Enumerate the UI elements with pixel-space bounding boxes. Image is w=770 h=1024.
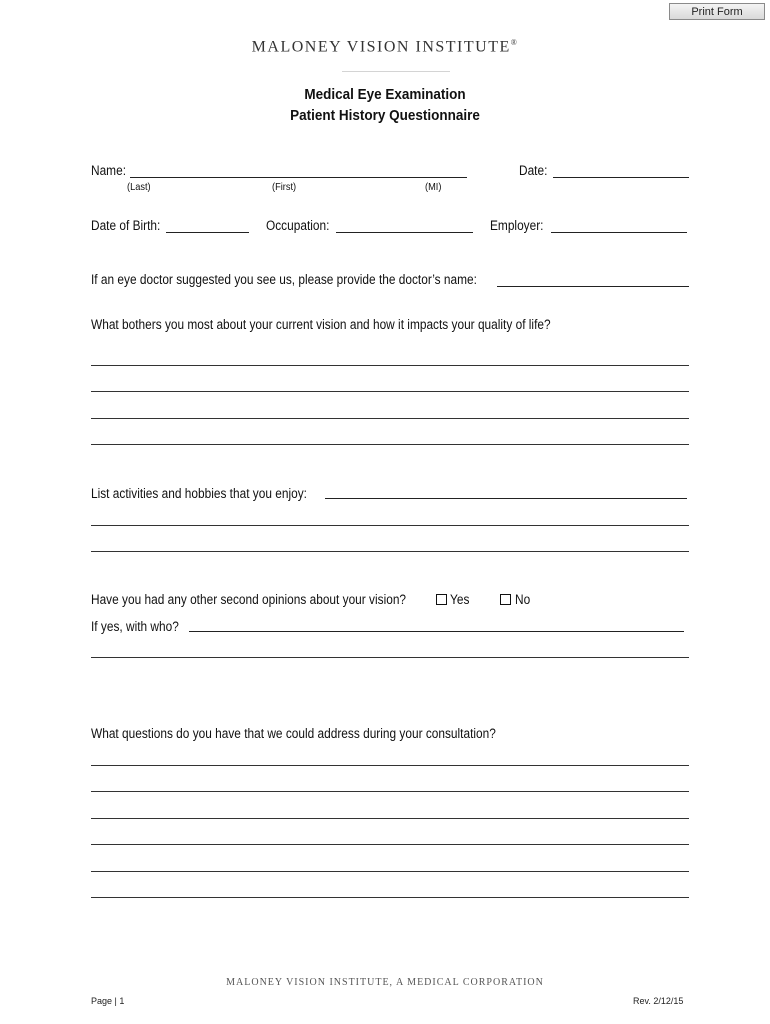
with-who-label: If yes, with who?	[91, 619, 179, 634]
doctor-name-field[interactable]	[497, 286, 689, 287]
footer-organization: MALONEY VISION INSTITUTE, A MEDICAL CORPORATION	[226, 977, 544, 988]
occupation-label: Occupation:	[266, 218, 330, 233]
vision-question: What bothers you most about your current vision and how it impacts your quality of life?	[91, 317, 551, 332]
doctor-label: If an eye doctor suggested you see us, please provide the doctor’s name:	[91, 272, 477, 287]
yes-label: Yes	[450, 592, 470, 607]
name-sub-first: (First)	[272, 181, 297, 193]
vision-answer-line-1[interactable]	[91, 365, 689, 366]
institute-logo	[0, 38, 770, 56]
no-checkbox[interactable]	[500, 594, 511, 605]
consult-answer-line-6[interactable]	[91, 897, 689, 898]
page-number: Page | 1	[91, 996, 125, 1006]
hobbies-answer-line-2[interactable]	[91, 551, 689, 552]
consult-answer-line-5[interactable]	[91, 871, 689, 872]
vision-answer-line-2[interactable]	[91, 391, 689, 392]
name-label: Name:	[91, 163, 126, 178]
hobbies-field[interactable]	[325, 498, 687, 499]
form-title-line1: Medical Eye Examination	[304, 86, 466, 103]
logo-divider	[342, 71, 450, 72]
revision-date: Rev. 2/12/15	[633, 996, 684, 1006]
registered-mark: ®	[510, 38, 519, 47]
with-who-field[interactable]	[189, 631, 684, 632]
name-field[interactable]	[130, 177, 467, 178]
consult-answer-line-1[interactable]	[91, 765, 689, 766]
second-opinion-question: Have you had any other second opinions about your vision?	[91, 592, 407, 607]
yes-checkbox[interactable]	[436, 594, 447, 605]
no-label: No	[515, 592, 531, 607]
vision-answer-line-3[interactable]	[91, 418, 689, 419]
employer-label: Employer:	[490, 218, 544, 233]
consult-answer-line-3[interactable]	[91, 818, 689, 819]
logo-text: MALONEY VISION INSTITUTE	[251, 38, 511, 56]
dob-field[interactable]	[166, 232, 249, 233]
consult-answer-line-2[interactable]	[91, 791, 689, 792]
occupation-field[interactable]	[336, 232, 473, 233]
hobbies-question: List activities and hobbies that you enjoy:	[91, 486, 307, 501]
date-field[interactable]	[553, 177, 689, 178]
hobbies-answer-line-1[interactable]	[91, 525, 689, 526]
employer-field[interactable]	[551, 232, 687, 233]
name-sub-mi: (MI)	[425, 181, 442, 193]
print-form-button[interactable]: Print Form	[669, 3, 765, 20]
consultation-question: What questions do you have that we could address during your consultation?	[91, 726, 496, 741]
name-sub-last: (Last)	[127, 181, 151, 193]
vision-answer-line-4[interactable]	[91, 444, 689, 445]
consult-answer-line-4[interactable]	[91, 844, 689, 845]
date-label: Date:	[519, 163, 548, 178]
dob-label: Date of Birth:	[91, 218, 161, 233]
with-who-answer-line[interactable]	[91, 657, 689, 658]
form-title-line2: Patient History Questionnaire	[290, 107, 480, 124]
